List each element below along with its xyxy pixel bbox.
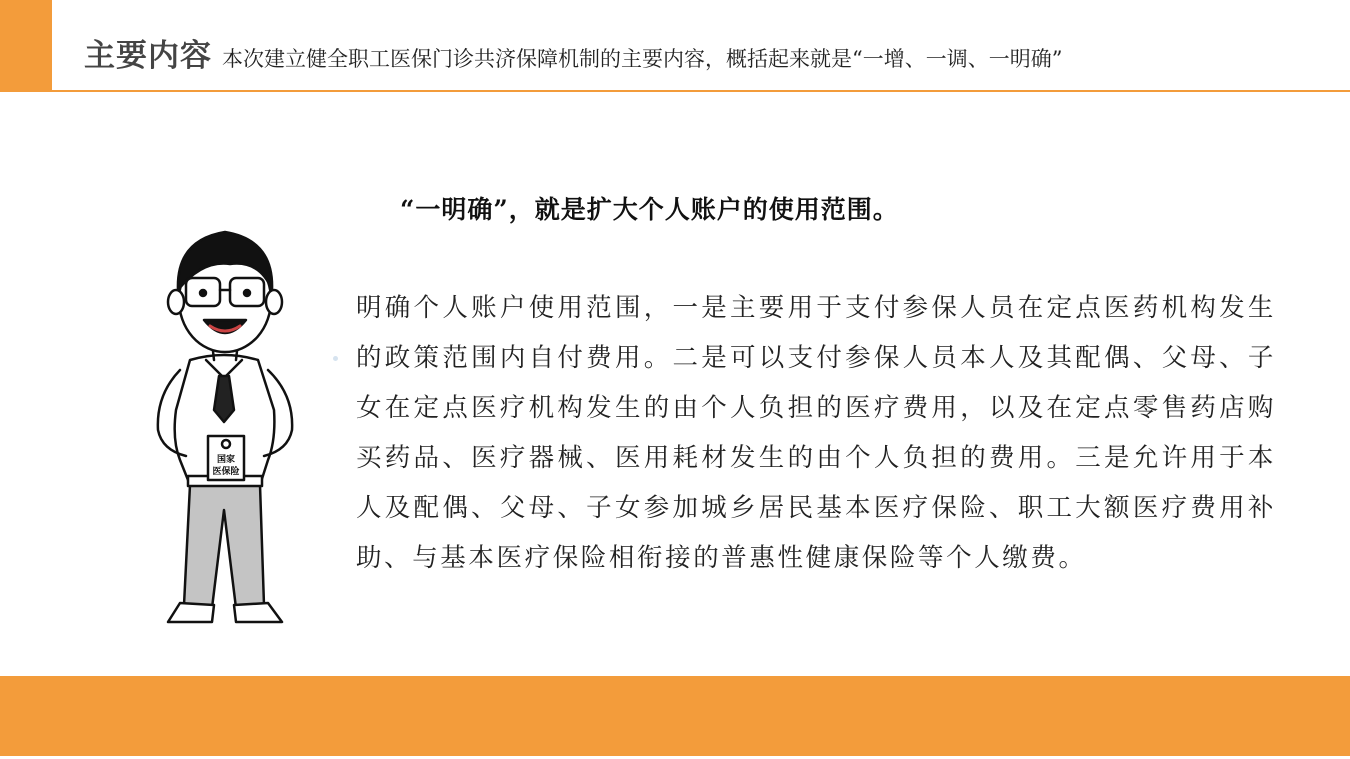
footer-bar <box>0 676 1350 756</box>
header-accent-block <box>0 0 52 92</box>
section-headline: “一明确”，就是扩大个人账户的使用范围。 <box>400 195 899 224</box>
page-title: 主要内容 <box>84 38 212 74</box>
cartoon-man-icon <box>150 210 300 630</box>
decorative-dot <box>333 356 338 361</box>
badge-line-2: 医保险 <box>212 467 240 477</box>
badge-line-1: 国家 <box>216 455 236 465</box>
header <box>84 30 1340 82</box>
body-paragraph: 明确个人账户使用范围，一是主要用于支付参保人员在定点医药机构发生的政策范围内自付费用。二是可以支付参保人员本人及其配偶、父母、子女在定点医疗机构发生的由个人负担的医疗费用，以及在定点零售药店购买药品、医疗器械、医用耗材发生的由个人负担的费用。三是允许用于本人及配偶、父母、子女参加城乡居民基本医疗保险、职工大额医疗费用补助、与基本医疗保险相衔接的普惠性健康保险等个人缴费。 <box>356 293 1276 573</box>
header-divider <box>52 90 1350 92</box>
page-subtitle: 本次建立健全职工医保门诊共济保障机制的主要内容，概括起来就是“一增、一调、一明确” <box>222 47 1063 71</box>
